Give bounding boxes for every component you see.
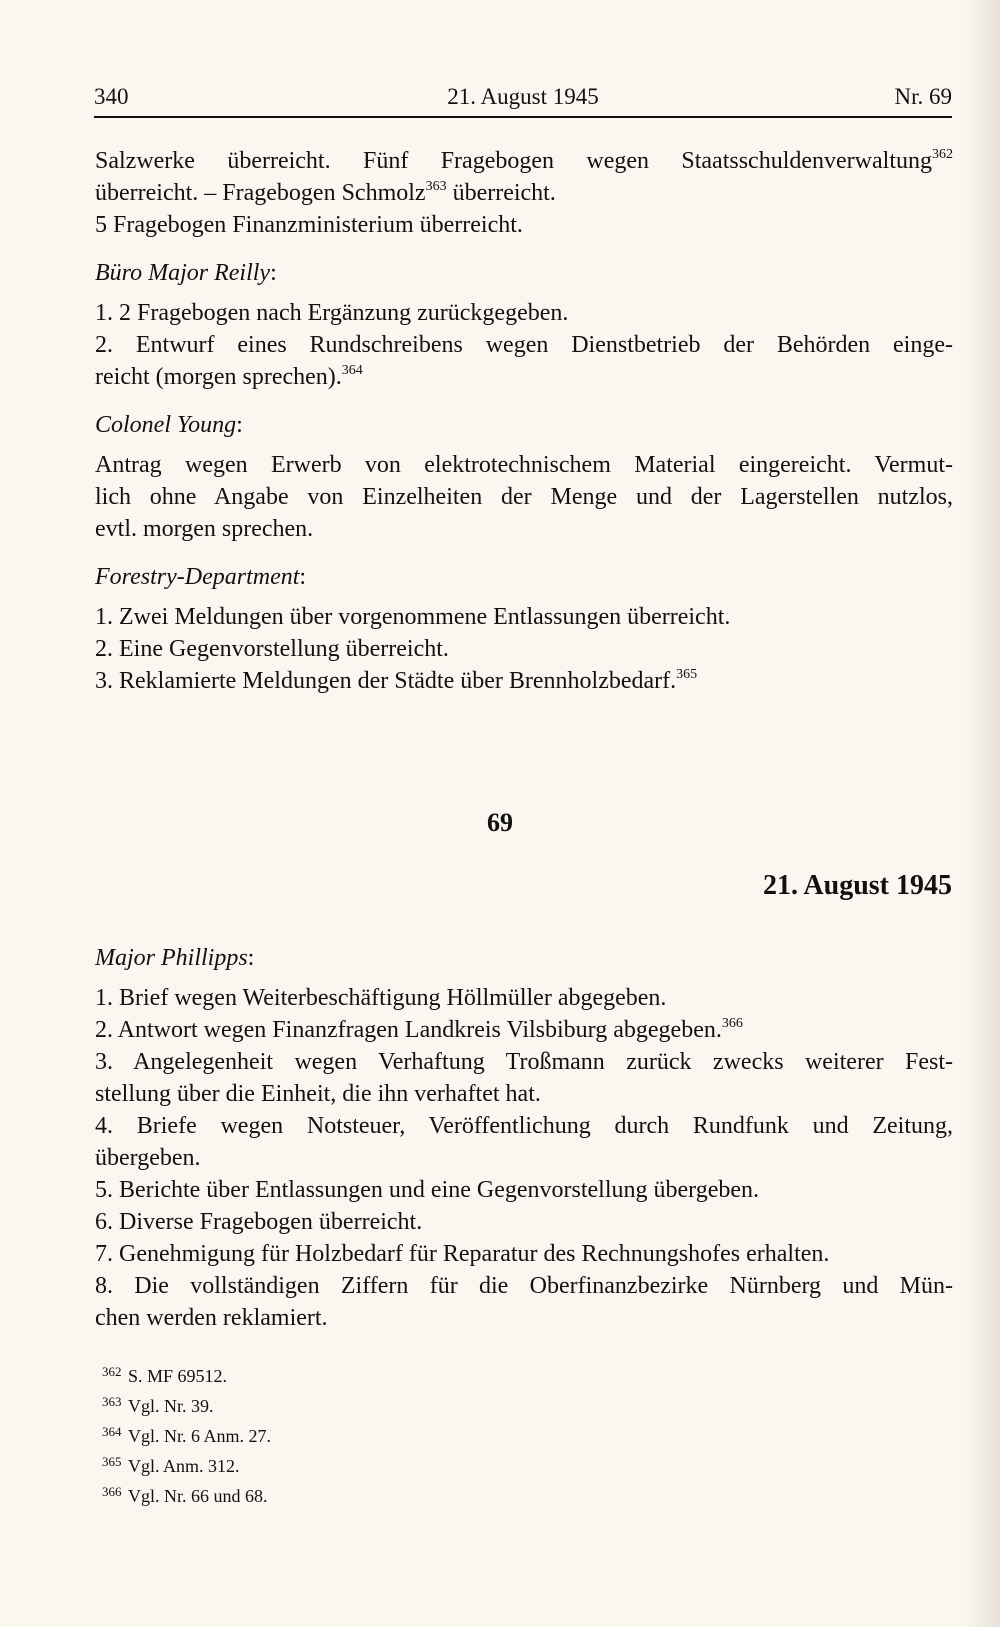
reilly-items <box>95 297 953 393</box>
list-item: 2. Eine Gegenvorstellung überreicht. <box>95 636 449 662</box>
list-item: 7. Genehmigung für Holzbedarf für Reparatur des Rechnungshofes erhalten. <box>95 1241 830 1267</box>
section-heading: Colonel Young: <box>95 412 243 438</box>
footnote: 365 Vgl. Anm. 312. <box>102 1454 240 1476</box>
page-number: 340 <box>94 84 129 109</box>
footnote: 363 Vgl. Nr. 39. <box>102 1394 214 1416</box>
footnote-ref: 366 <box>721 1016 743 1031</box>
young-paragraph <box>95 449 953 545</box>
footnotes <box>102 1362 271 1512</box>
running-header <box>94 84 952 120</box>
text-line: evtl. morgen sprechen. <box>95 516 314 542</box>
list-item: 8. Die vollständigen Ziffern für die Oberfinanzbezirke Nürnberg und Mün- <box>95 1273 953 1299</box>
list-item: 2. Entwurf eines Rundschreibens wegen Dienstbetrieb der Behörden einge- <box>95 332 953 358</box>
section-young <box>95 409 953 441</box>
text-line: 5 Fragebogen Finanzministerium überreicht. <box>95 212 523 238</box>
text-line: Salzwerke überreicht. Fünf Fragebogen wegen Staatsschuldenverwaltung$^{362}$ <box>95 147 953 174</box>
footnote-ref: 365 <box>676 667 698 682</box>
phillipps-items <box>95 982 953 1334</box>
section-reilly <box>95 257 953 289</box>
section-number: 69 <box>487 808 513 837</box>
list-item: 2. Antwort wegen Finanzfragen Landkreis Vilsbiburg abgegeben.$^{366}$ <box>95 1016 743 1043</box>
section-heading: Büro Major Reilly: <box>95 260 277 286</box>
list-item: 1. Brief wegen Weiterbeschäftigung Höllmüller abgegeben. <box>95 985 667 1011</box>
list-item: 3. Reklamierte Meldungen der Städte über Brennholzbedarf.$^{365}$ <box>95 667 698 694</box>
intro-paragraph <box>95 145 953 241</box>
list-item: 6. Diverse Fragebogen überreicht. <box>95 1209 423 1235</box>
section-heading: Forestry-Department: <box>95 564 307 590</box>
footnote-ref: 362 <box>932 147 953 162</box>
text-line: chen werden reklamiert. <box>95 1305 328 1331</box>
section-heading: Major Phillipps: <box>95 945 255 971</box>
text-line: überreicht. – Fragebogen Schmolz$^{363}$ überreicht. <box>95 179 556 206</box>
list-item: 1. Zwei Meldungen über vorgenommene Entlassungen überreicht. <box>95 604 731 630</box>
text-line: Antrag wegen Erwerb von elektrotechnischem Material eingereicht. Vermut- <box>95 452 953 478</box>
footnote: 366 Vgl. Nr. 66 und 68. <box>102 1484 268 1506</box>
section-date: 21. August 1945 <box>762 870 952 901</box>
list-item: 4. Briefe wegen Notsteuer, Veröffentlichung durch Rundfunk und Zeitung, <box>95 1113 953 1139</box>
footnote-ref: 363 <box>425 179 447 194</box>
section-phillipps <box>95 942 953 974</box>
header-rule <box>94 116 952 118</box>
header-date: 21. August 1945 <box>447 84 599 109</box>
list-item: 3. Angelegenheit wegen Verhaftung Troßmann zurück zwecks weiterer Fest- <box>95 1049 953 1075</box>
header-doc-number: Nr. 69 <box>894 84 952 109</box>
text-line: stellung über die Einheit, die ihn verhaftet hat. <box>95 1081 541 1107</box>
forestry-items <box>95 601 953 697</box>
footnote-ref: 364 <box>341 363 363 378</box>
text-line: übergeben. <box>95 1145 201 1171</box>
footnote: 364 Vgl. Nr. 6 Anm. 27. <box>102 1424 272 1446</box>
text-line: lich ohne Angabe von Einzelheiten der Menge und der Lagerstellen nutzlos, <box>95 484 953 510</box>
list-item: 5. Berichte über Entlassungen und eine Gegenvorstellung übergeben. <box>95 1177 760 1203</box>
list-item: 1. 2 Fragebogen nach Ergänzung zurückgegeben. <box>95 300 569 326</box>
section-forestry <box>95 561 953 593</box>
text-line: reicht (morgen sprechen).$^{364}$ <box>95 363 363 390</box>
footnote: 362 S. MF 69512. <box>102 1364 228 1386</box>
